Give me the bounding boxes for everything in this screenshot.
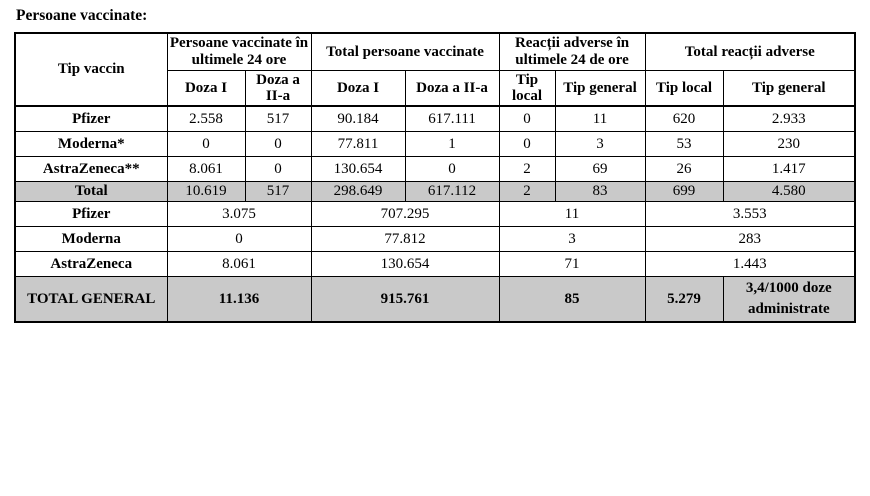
table-header-row-groups bbox=[15, 33, 855, 71]
header-group-vaccinate-24h: Persoane vaccinate în ultimele 24 ore bbox=[167, 33, 311, 71]
row-label-total: Total bbox=[15, 182, 167, 202]
cell-pfizer-doza1-total: 90.184 bbox=[311, 106, 405, 132]
table-row-total bbox=[15, 182, 855, 202]
cell-pfizer-doza2-total: 617.111 bbox=[405, 106, 499, 132]
table-row-merged bbox=[15, 252, 855, 277]
cell-moderna-merged-total-persoane: 77.812 bbox=[311, 227, 499, 252]
row-label-moderna-merged: Moderna bbox=[15, 227, 167, 252]
cell-pfizer-doza1-24h: 2.558 bbox=[167, 106, 245, 132]
row-label-moderna: Moderna* bbox=[15, 132, 167, 157]
cell-moderna-merged-reactii-24h: 3 bbox=[499, 227, 645, 252]
cell-moderna-general-total: 230 bbox=[723, 132, 855, 157]
header-tip-general-total: Tip general bbox=[723, 71, 855, 107]
cell-total-general-total: 4.580 bbox=[723, 182, 855, 202]
table-row-merged bbox=[15, 202, 855, 227]
cell-total-local-24h: 2 bbox=[499, 182, 555, 202]
cell-astrazeneca-general-total: 1.417 bbox=[723, 157, 855, 182]
cell-pfizer-merged-24h: 3.075 bbox=[167, 202, 311, 227]
header-doza-ii-total: Doza a II-a bbox=[405, 71, 499, 107]
cell-total-general-24h: 11.136 bbox=[167, 277, 311, 323]
cell-moderna-merged-24h: 0 bbox=[167, 227, 311, 252]
header-doza-i-ultimele: Doza I bbox=[167, 71, 245, 107]
table-row bbox=[15, 132, 855, 157]
cell-astrazeneca-doza1-total: 130.654 bbox=[311, 157, 405, 182]
row-label-astrazeneca-merged: AstraZeneca bbox=[15, 252, 167, 277]
cell-total-doza2-total: 617.112 bbox=[405, 182, 499, 202]
cell-total-doza1-total: 298.649 bbox=[311, 182, 405, 202]
table-row-merged bbox=[15, 227, 855, 252]
cell-total-local-total: 699 bbox=[645, 182, 723, 202]
cell-moderna-general-24h: 3 bbox=[555, 132, 645, 157]
cell-moderna-merged-total-reactii: 283 bbox=[645, 227, 855, 252]
cell-moderna-local-24h: 0 bbox=[499, 132, 555, 157]
table-row-total-general bbox=[15, 277, 855, 323]
cell-moderna-local-total: 53 bbox=[645, 132, 723, 157]
row-label-astrazeneca: AstraZeneca** bbox=[15, 157, 167, 182]
header-tip-local-total: Tip local bbox=[645, 71, 723, 107]
table-row bbox=[15, 157, 855, 182]
table-row bbox=[15, 106, 855, 132]
cell-astrazeneca-merged-24h: 8.061 bbox=[167, 252, 311, 277]
row-label-pfizer: Pfizer bbox=[15, 106, 167, 132]
cell-pfizer-doza2-24h: 517 bbox=[245, 106, 311, 132]
cell-astrazeneca-local-total: 26 bbox=[645, 157, 723, 182]
header-doza-ii-ultimele: Doza a II-a bbox=[245, 71, 311, 107]
cell-astrazeneca-doza2-total: 0 bbox=[405, 157, 499, 182]
cell-pfizer-local-24h: 0 bbox=[499, 106, 555, 132]
vaccination-table bbox=[14, 32, 856, 323]
cell-pfizer-merged-reactii-24h: 11 bbox=[499, 202, 645, 227]
cell-pfizer-merged-total-persoane: 707.295 bbox=[311, 202, 499, 227]
cell-pfizer-local-total: 620 bbox=[645, 106, 723, 132]
cell-astrazeneca-doza2-24h: 0 bbox=[245, 157, 311, 182]
row-label-total-general: TOTAL GENERAL bbox=[15, 277, 167, 323]
cell-astrazeneca-merged-reactii-24h: 71 bbox=[499, 252, 645, 277]
cell-pfizer-merged-total-reactii: 3.553 bbox=[645, 202, 855, 227]
cell-moderna-doza1-total: 77.811 bbox=[311, 132, 405, 157]
header-tip-general-24h: Tip general bbox=[555, 71, 645, 107]
page-title: Persoane vaccinate: bbox=[16, 7, 148, 24]
header-tip-vaccin: Tip vaccin bbox=[15, 33, 167, 106]
cell-astrazeneca-local-24h: 2 bbox=[499, 157, 555, 182]
cell-astrazeneca-doza1-24h: 8.061 bbox=[167, 157, 245, 182]
cell-total-general-24h: 83 bbox=[555, 182, 645, 202]
cell-total-doza2-24h: 517 bbox=[245, 182, 311, 202]
header-group-reactii-24h: Reacții adverse în ultimele 24 de ore bbox=[499, 33, 645, 71]
cell-moderna-doza1-24h: 0 bbox=[167, 132, 245, 157]
header-doza-i-total: Doza I bbox=[311, 71, 405, 107]
cell-astrazeneca-merged-total-persoane: 130.654 bbox=[311, 252, 499, 277]
cell-total-general-reactii-24h: 85 bbox=[499, 277, 645, 323]
cell-total-general-tip-general: 3,4/1000 doze administrate bbox=[723, 277, 855, 323]
cell-pfizer-general-24h: 11 bbox=[555, 106, 645, 132]
cell-total-general-persoane: 915.761 bbox=[311, 277, 499, 323]
header-group-total-reactii: Total reacții adverse bbox=[645, 33, 855, 71]
cell-pfizer-general-total: 2.933 bbox=[723, 106, 855, 132]
cell-astrazeneca-merged-total-reactii: 1.443 bbox=[645, 252, 855, 277]
cell-moderna-doza2-24h: 0 bbox=[245, 132, 311, 157]
cell-astrazeneca-general-24h: 69 bbox=[555, 157, 645, 182]
header-tip-local-24h: Tip local bbox=[499, 71, 555, 107]
header-group-total-persoane: Total persoane vaccinate bbox=[311, 33, 499, 71]
row-label-pfizer-merged: Pfizer bbox=[15, 202, 167, 227]
cell-total-general-tip-local: 5.279 bbox=[645, 277, 723, 323]
cell-moderna-doza2-total: 1 bbox=[405, 132, 499, 157]
cell-total-doza1-24h: 10.619 bbox=[167, 182, 245, 202]
